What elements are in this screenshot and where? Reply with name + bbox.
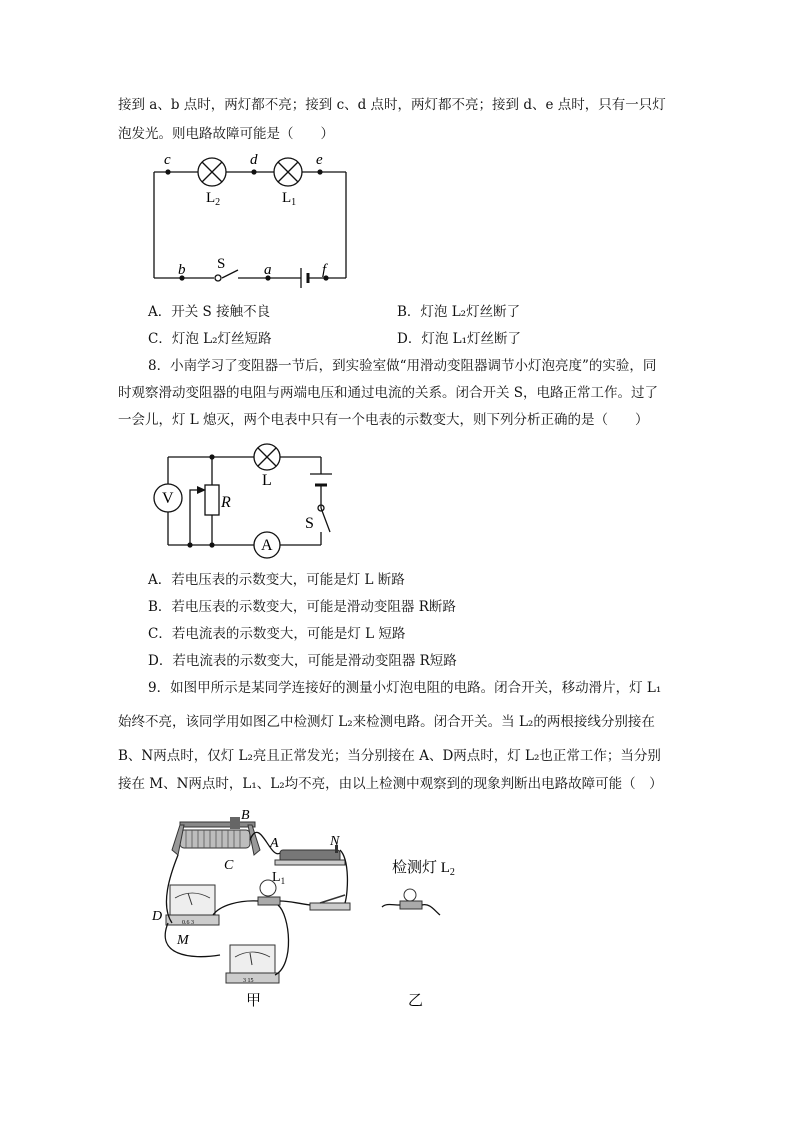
q8-text-line-1: 8．小南学习了变阻器一节后，到实验室做“用滑动变阻器调节小灯泡亮度”的实验，同 — [148, 358, 657, 374]
q9-check-lamp-figure-yi — [380, 855, 470, 1015]
label-e: e — [316, 152, 323, 168]
q8-option-d: D．若电流表的示数变大，可能是滑动变阻器 R短路 — [148, 653, 457, 669]
svg-text:检测灯 L2: 检测灯 $L_2$ — [392, 860, 455, 878]
svg-text:L1: $L_1$ — [282, 190, 297, 208]
label-v: V — [162, 490, 174, 507]
q7-option-d: D．灯泡 L₁灯丝断了 — [397, 331, 521, 347]
label-c: c — [164, 152, 171, 168]
label-b: B — [241, 808, 250, 823]
svg-text:L2: $L_2$ — [206, 190, 221, 208]
q9-text-line-3: B、N两点时，仅灯 L₂亮且正常发光；当分别接在 A、D两点时，灯 L₂也正常工作；当分别 — [118, 748, 661, 764]
label-f: f — [322, 262, 327, 278]
label-check-lamp: 检测灯 L — [392, 860, 450, 876]
q8-text-line-2: 时观察滑动变阻器的电阻与两端电压和通过电流的关系。闭合开关 S，电路正常工作。过了 — [118, 385, 659, 401]
label-a: a — [264, 262, 272, 278]
svg-text:L1: $L_1$ — [272, 870, 286, 886]
q8-text-line-3: 一会儿，灯 L 熄灭，两个电表中只有一个电表的示数变大，则下列分析正确的是（ ） — [118, 412, 649, 428]
q8-circuit-figure — [150, 440, 350, 560]
label-a: A — [261, 537, 273, 554]
q8-option-b: B．若电压表的示数变大，可能是滑动变阻器 R断路 — [148, 599, 456, 615]
q9-text-line-1: 9．如图甲所示是某同学连接好的测量小灯泡电阻的电路。闭合开关，移动滑片，灯 L₁ — [148, 680, 662, 696]
q8-option-c: C．若电流表的示数变大，可能是灯 L 短路 — [148, 626, 406, 642]
switch-apparatus — [310, 895, 350, 910]
label-s: S — [305, 515, 314, 532]
q7-option-a: A．开关 S 接触不良 — [148, 304, 271, 320]
q9-text-line-4: 接在 M、N两点时，L₁、L₂均不亮，由以上检测中观察到的现象判断出电路故障可能（ ） — [118, 776, 663, 792]
label-a: A — [270, 836, 279, 851]
q7-text-line-1: 接到 a、b 点时，两灯都不亮；接到 c、d 点时，两灯都不亮；接到 d、e 点时，只有一只灯 — [118, 97, 666, 113]
ammeter-ticks: 0.6 3 — [182, 920, 194, 926]
label-b: b — [178, 262, 186, 278]
label-l2: L — [206, 190, 216, 206]
label-yi: 乙 — [408, 993, 424, 1009]
label-jia: 甲 — [246, 993, 262, 1009]
ammeter-apparatus — [166, 885, 219, 926]
q8-option-a: A．若电压表的示数变大，可能是灯 L 断路 — [148, 572, 405, 588]
check-lamp-icon — [400, 889, 422, 909]
label-l1: L — [282, 190, 292, 206]
q9-text-line-2: 始终不亮，该同学用如图乙中检测灯 L₂来检测电路。闭合开关。当 L₂的两根接线分别接在 — [118, 714, 655, 730]
voltmeter-ticks: 3 15 — [243, 978, 254, 984]
label-d: d — [250, 152, 258, 168]
label-s: S — [217, 256, 226, 272]
q7-option-b: B．灯泡 L₂灯丝断了 — [397, 304, 521, 320]
label-d: D — [152, 909, 163, 924]
label-c: C — [224, 858, 234, 873]
voltmeter-apparatus — [226, 945, 279, 984]
rheostat-r — [205, 485, 219, 515]
label-l: L — [262, 472, 272, 489]
q7-text-line-2: 泡发光。则电路故障可能是（ ） — [118, 126, 334, 142]
label-r: R — [221, 494, 231, 511]
q7-circuit-figure — [140, 150, 380, 290]
label-n: N — [330, 834, 340, 849]
label-m: M — [177, 933, 189, 948]
label-l1: L — [272, 870, 281, 885]
q7-option-c: C．灯泡 L₂灯丝短路 — [148, 331, 272, 347]
